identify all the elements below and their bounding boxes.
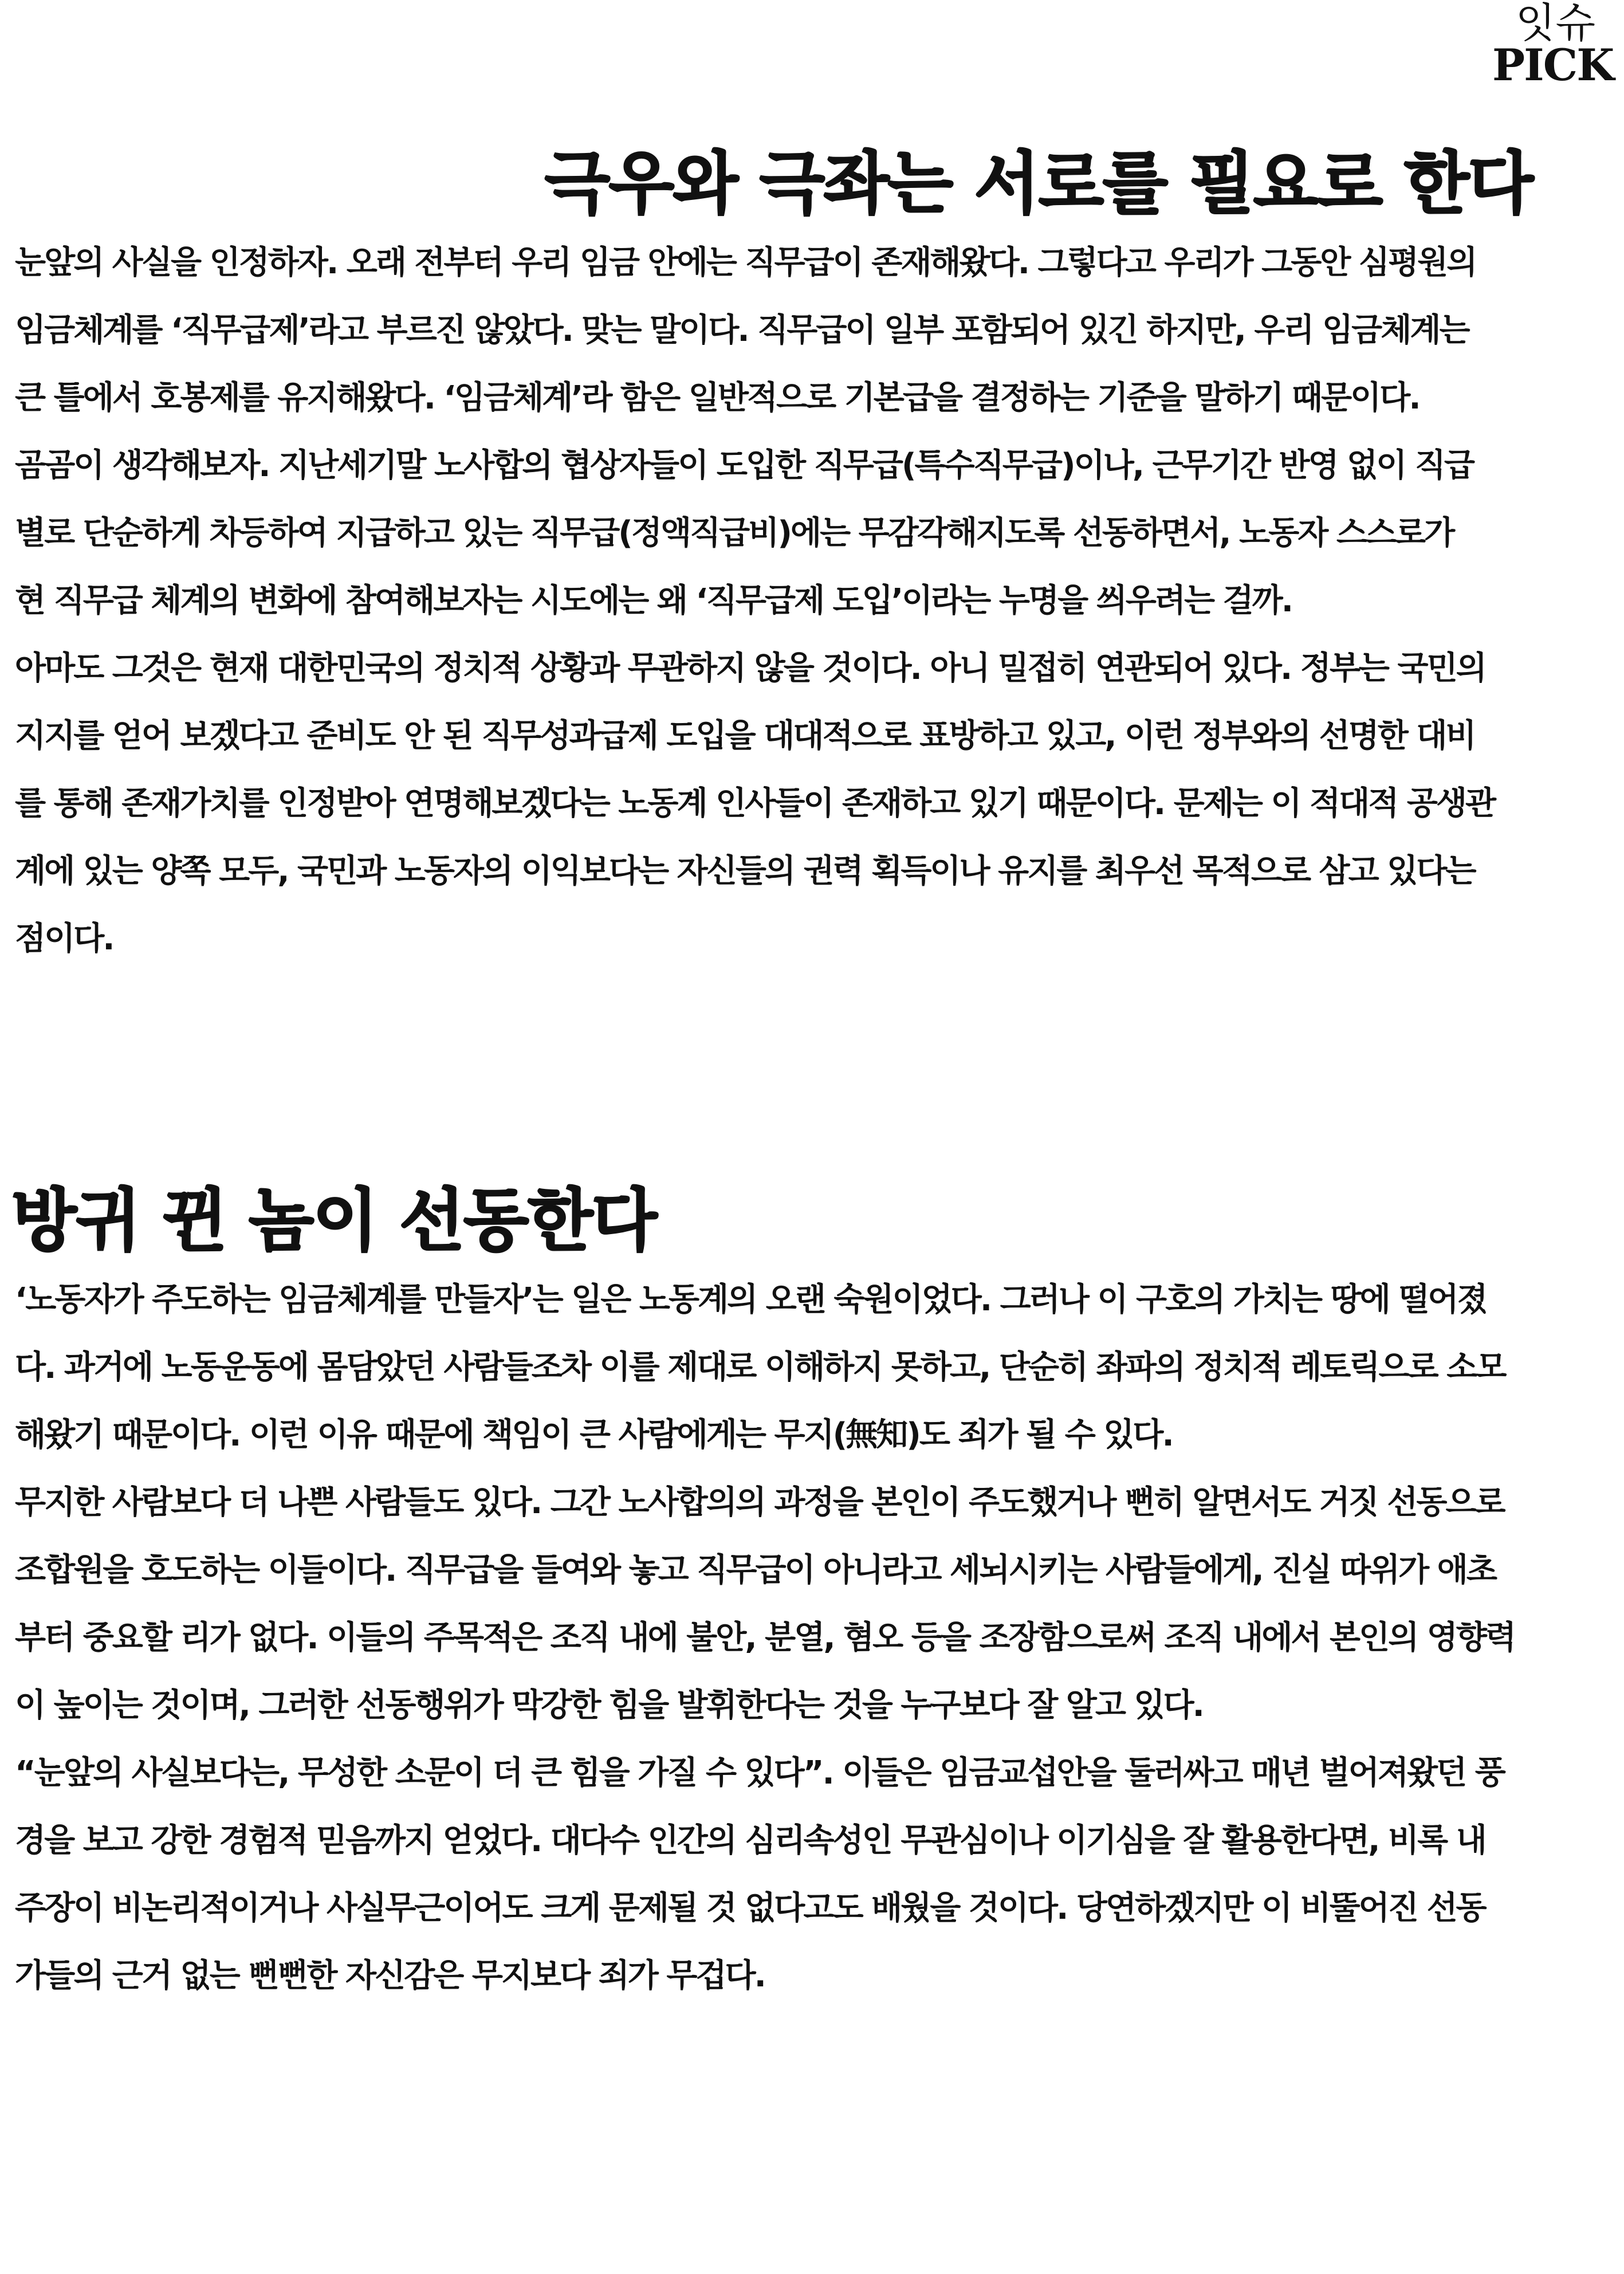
body-line: 부터 중요할 리가 없다. 이들의 주목적은 조직 내에 불안, 분열, 혐오 등을 조장함으로써 조직 내에서 본인의 영향력 — [15, 1619, 1515, 1656]
body-line: 점이다. — [15, 920, 113, 957]
body-line: 해왔기 때문이다. 이런 이유 때문에 책임이 큰 사람에게는 무지(無知)도 죄가 될 수 있다. — [15, 1416, 1173, 1454]
body-line: 현 직무급 체계의 변화에 참여해보자는 시도에는 왜 ‘직무급제 도입’이라는 누명을 씌우려는 걸까. — [15, 582, 1292, 619]
section-heading: 방귀 뀐 놈이 선동한다 — [11, 1181, 656, 1260]
section-body — [0, 1266, 1624, 2010]
section-agitator — [0, 1177, 1624, 2010]
section-body — [0, 229, 1624, 973]
body-line: 큰 틀에서 호봉제를 유지해왔다. ‘임금체계’라 함은 일반적으로 기본급을 결정하는 기준을 말하기 때문이다. — [15, 379, 1419, 417]
body-line: 지지를 얻어 보겠다고 준비도 안 된 직무성과급제 도입을 대대적으로 표방하고 있고, 이런 정부와의 선명한 대비 — [15, 717, 1475, 755]
body-line: 가들의 근거 없는 뻔뻔한 자신감은 무지보다 죄가 무겁다. — [15, 1957, 765, 1994]
body-line: 경을 보고 강한 경험적 믿음까지 얻었다. 대다수 인간의 심리속성인 무관심이나 이기심을 잘 활용한다면, 비록 내 — [15, 1822, 1485, 1859]
section-heading: 극우와 극좌는 서로를 필요로 한다 — [544, 144, 1532, 223]
body-line: 눈앞의 사실을 인정하자. 오래 전부터 우리 임금 안에는 직무급이 존재해왔다. 그렇다고 우리가 그동안 심평원의 — [15, 244, 1476, 281]
body-line: ‘노동자가 주도하는 임금체계를 만들자’는 일은 노동계의 오랜 숙원이었다. 그러나 이 구호의 가치는 땅에 떨어졌 — [15, 1281, 1487, 1318]
logo-english-text: PICK — [1492, 40, 1614, 91]
section-far-right-far-left — [0, 140, 1624, 973]
body-line: 곰곰이 생각해보자. 지난세기말 노사합의 협상자들이 도입한 직무급(특수직무급)이나, 근무기간 반영 없이 직급 — [15, 447, 1474, 484]
body-line: 무지한 사람보다 더 나쁜 사람들도 있다. 그간 노사합의의 과정을 본인이 주도했거나 뻔히 알면서도 거짓 선동으로 — [15, 1484, 1504, 1521]
body-line: 별로 단순하게 차등하여 지급하고 있는 직무급(정액직급비)에는 무감각해지도록 선동하면서, 노동자 스스로가 — [15, 515, 1454, 552]
body-line: 아마도 그것은 현재 대한민국의 정치적 상황과 무관하지 않을 것이다. 아니 밀접히 연관되어 있다. 정부는 국민의 — [15, 650, 1485, 687]
body-line: 계에 있는 양쪽 모두, 국민과 노동자의 이익보다는 자신들의 권력 획득이나 유지를 최우선 목적으로 삼고 있다는 — [15, 853, 1475, 890]
body-line: 이 높이는 것이며, 그러한 선동행위가 막강한 힘을 발휘한다는 것을 누구보다 잘 알고 있다. — [15, 1687, 1203, 1724]
body-line: 주장이 비논리적이거나 사실무근이어도 크게 문제될 것 없다고도 배웠을 것이다. 당연하겠지만 이 비뚤어진 선동 — [15, 1890, 1485, 1927]
logo-korean-text: 잇슈 — [1515, 0, 1595, 47]
body-line: 를 통해 존재가치를 인정받아 연명해보겠다는 노동계 인사들이 존재하고 있기 때문이다. 문제는 이 적대적 공생관 — [15, 785, 1495, 822]
body-line: 임금체계를 ‘직무급제’라고 부르진 않았다. 맞는 말이다. 직무급이 일부 포함되어 있긴 하지만, 우리 임금체계는 — [15, 312, 1469, 349]
body-line: “눈앞의 사실보다는, 무성한 소문이 더 큰 힘을 가질 수 있다”. 이들은 임금교섭안을 둘러싸고 매년 벌어져왔던 풍 — [15, 1754, 1504, 1792]
body-line: 조합원을 호도하는 이들이다. 직무급을 들여와 놓고 직무급이 아니라고 세뇌시키는 사람들에게, 진실 따위가 애초 — [15, 1552, 1496, 1589]
issue-pick-logo — [1492, 0, 1614, 91]
body-line: 다. 과거에 노동운동에 몸담았던 사람들조차 이를 제대로 이해하지 못하고, 단순히 좌파의 정치적 레토릭으로 소모 — [15, 1349, 1505, 1386]
